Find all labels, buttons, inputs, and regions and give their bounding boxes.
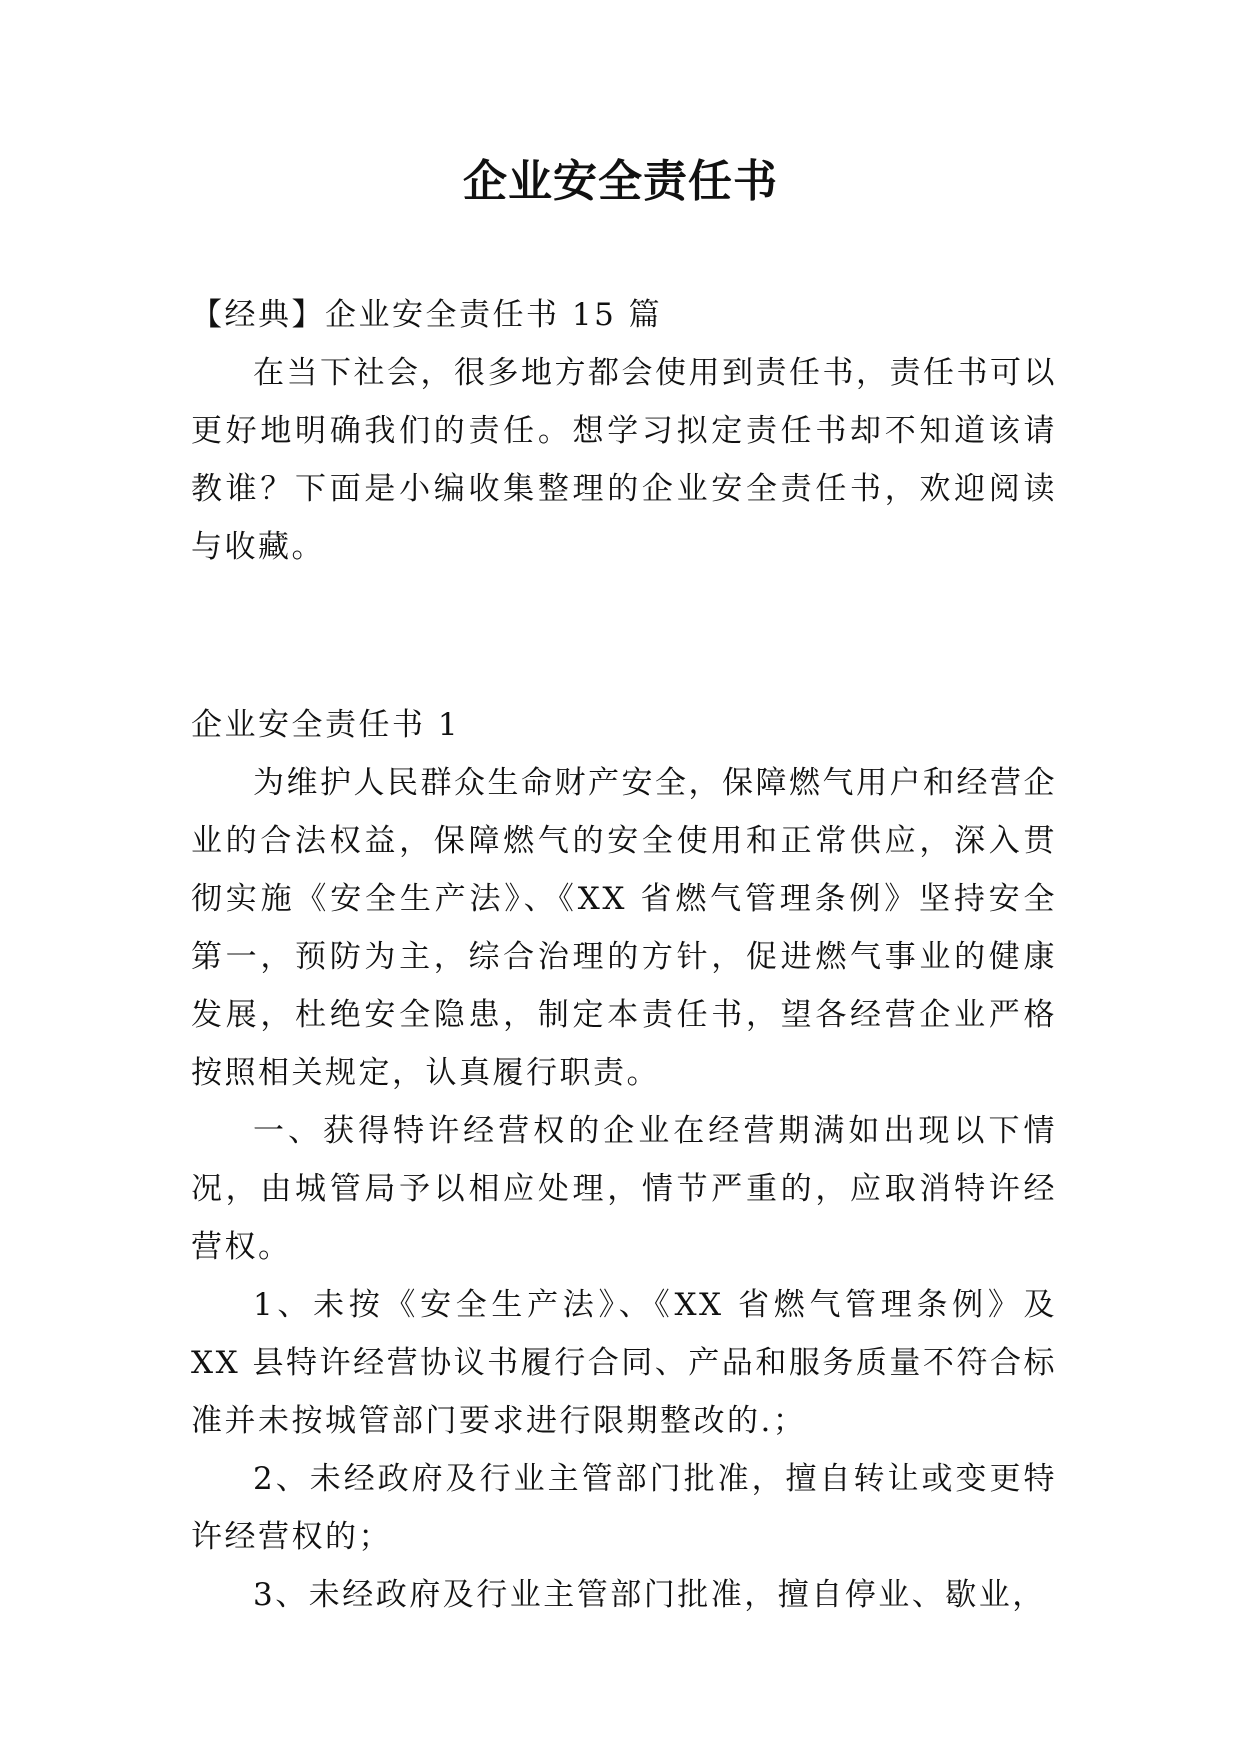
body-paragraph: 为维护人民群众生命财产安全，保障燃气用户和经营企业的合法权益，保障燃气的安全使用和正常供应，深入贯彻实施《安全生产法》、《XX 省燃气管理条例》坚持安全第一，预防为主，综合治理的方针，促进燃气事业的健康发展，杜绝安全隐患，制定本责任书，望各经营企业严格按照相关规定，认真履行职责。 bbox=[191, 765, 1057, 1091]
body-paragraph: 2、未经政府及行业主管部门批准，擅自转让或变更特许经营权的； bbox=[191, 1461, 1057, 1555]
body-paragraph: 3、未经政府及行业主管部门批准，擅自停业、歇业， bbox=[253, 1577, 1046, 1613]
section-spacer bbox=[191, 576, 1057, 696]
section-heading: 企业安全责任书 1 bbox=[191, 707, 461, 743]
body-paragraph: 一、获得特许经营权的企业在经营期满如出现以下情况，由城管局予以相应处理，情节严重的，应取消特许经营权。 bbox=[191, 1113, 1057, 1265]
document-title: 企业安全责任书 bbox=[463, 156, 778, 207]
document-subtitle: 【经典】企业安全责任书 15 篇 bbox=[191, 297, 663, 333]
document-body bbox=[191, 286, 1057, 1624]
intro-paragraph: 在当下社会，很多地方都会使用到责任书，责任书可以更好地明确我们的责任。想学习拟定责任书却不知道该请教谁？下面是小编收集整理的企业安全责任书，欢迎阅读与收藏。 bbox=[191, 355, 1057, 565]
body-paragraph: 1、未按《安全生产法》、《XX 省燃气管理条例》及 XX 县特许经营协议书履行合同、产品和服务质量不符合标准并未按城管部门要求进行限期整改的.； bbox=[191, 1287, 1057, 1439]
